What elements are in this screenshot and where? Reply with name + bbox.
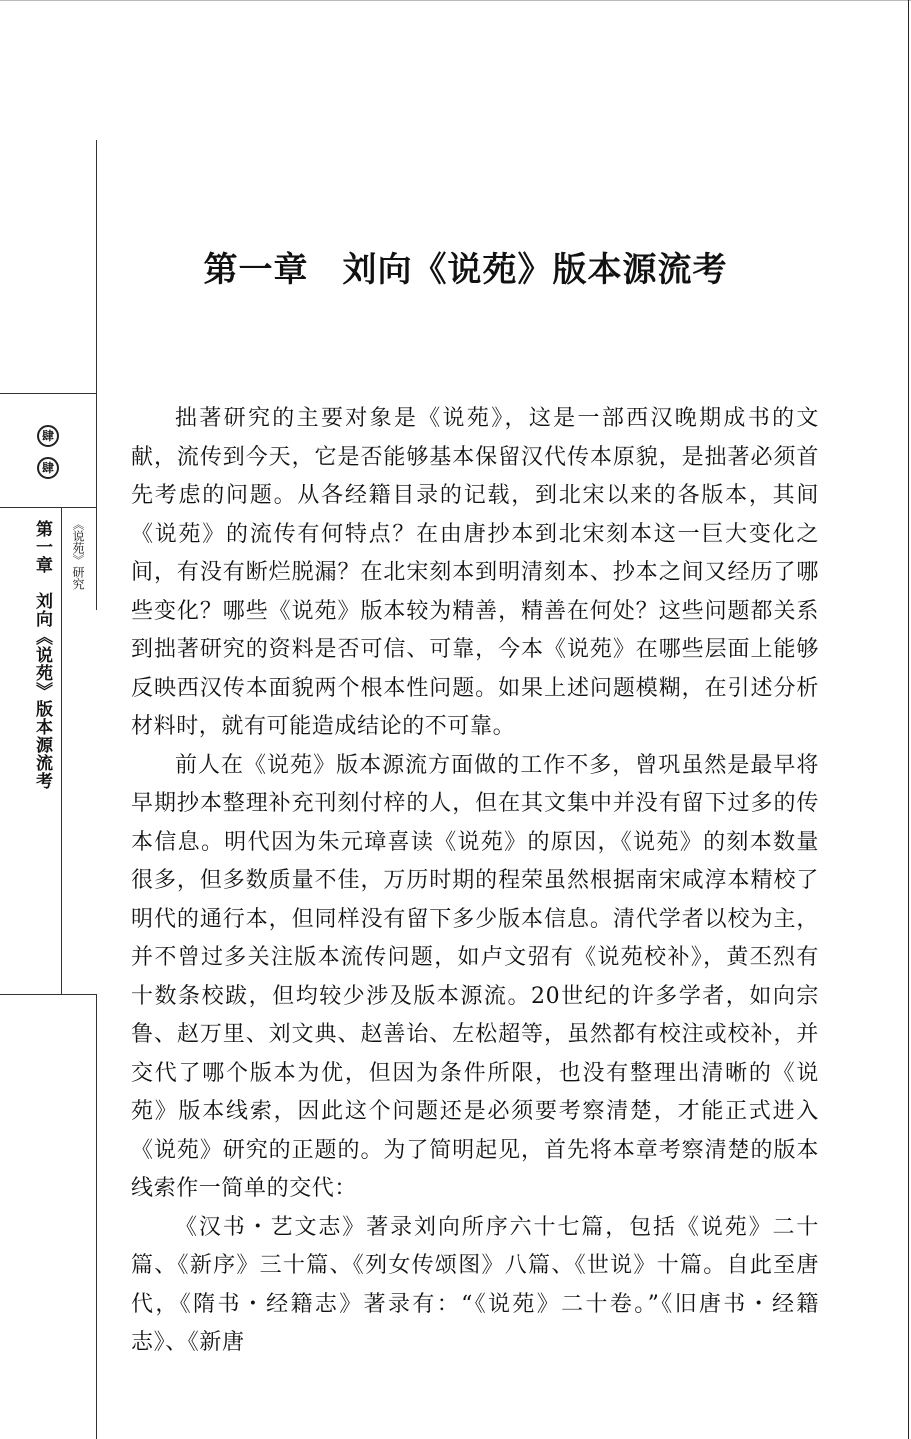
paragraph: 拙著研究的主要对象是《说苑》，这是一部西汉晚期成书的文献，流传到今天，它是否能够基本保留汉代传本原貌，是拙著必须首先考虑的问题。从各经籍目录的记载，到北宋以来的各版本，其间《说苑》的流传有何特点？在由唐抄本到北宋刻本这一巨大变化之间，有没有断烂脱漏？在北宋刻本到明清刻本、抄本之间又经历了哪些变化？哪些《说苑》版本较为精善，精善在何处？这些问题都关系到拙著研究的资料是否可信、可靠，今本《说苑》在哪些层面上能够反映西汉传本面貌两个根本性问题。如果上述问题模糊，在引述分析材料时，就有可能造成结论的不可靠。 (131, 406, 819, 739)
margin-rule-lower (96, 994, 97, 1439)
paragraph: 前人在《说苑》版本源流方面做的工作不多，曾巩虽然是最早将早期抄本整理补充刊刻付梓的人，但在其文集中并没有留下过多的传本信息。明代因为朱元璋喜读《说苑》的原因，《说苑》的刻本数量很多，但多数质量不佳，万历时期的程荣虽然根据南宋咸淳本精校了明代的通行本，但同样没有留下多少版本信息。清代学者以校为主，并不曾过多关注版本流传问题，如卢文弨有《说苑校补》，黄丕烈有十数条校跋，但均较少涉及版本源流。20世纪的许多学者，如向宗鲁、赵万里、刘文典、赵善诒、左松超等，虽然都有校注或校补，并交代了哪个版本为优，但因为条件所限，也没有整理出清晰的《说苑》版本线索，因此这个问题还是必须要考察清楚，才能正式进入《说苑》研究的正题的。为了简明起见，首先将本章考察清楚的版本线索作一简单的交代： (131, 752, 819, 1201)
chapter-name: 刘向《说苑》版本源流考 (342, 250, 728, 290)
margin-rule-inner (61, 507, 62, 994)
chapter-title (0, 242, 911, 291)
chapter-number: 第一章 (203, 250, 309, 290)
running-head-chapter: 第一章 刘向《说苑》版本源流考 (32, 520, 52, 790)
page-number-ornament: 肆 (37, 457, 59, 479)
running-head-book: 《说苑》研究 (71, 518, 85, 590)
margin-rule-horizontal (0, 994, 97, 995)
margin-rule-horizontal (0, 393, 97, 394)
page-number-ornament: 肆 (37, 425, 59, 447)
margin-rule-horizontal (0, 507, 97, 508)
margin-rule-upper (96, 140, 97, 610)
scan-right-edge (908, 0, 909, 1439)
paragraph: 《汉书・艺文志》著录刘向所序六十七篇，包括《说苑》二十篇、《新序》三十篇、《列女传颂图》八篇、《世说》十篇。自此至唐代，《隋书・经籍志》著录有：“《说苑》二十卷。”《旧唐书・经籍志》、《新唐 (131, 1214, 819, 1355)
scan-top-edge (0, 0, 911, 1)
body-text (131, 400, 819, 1363)
